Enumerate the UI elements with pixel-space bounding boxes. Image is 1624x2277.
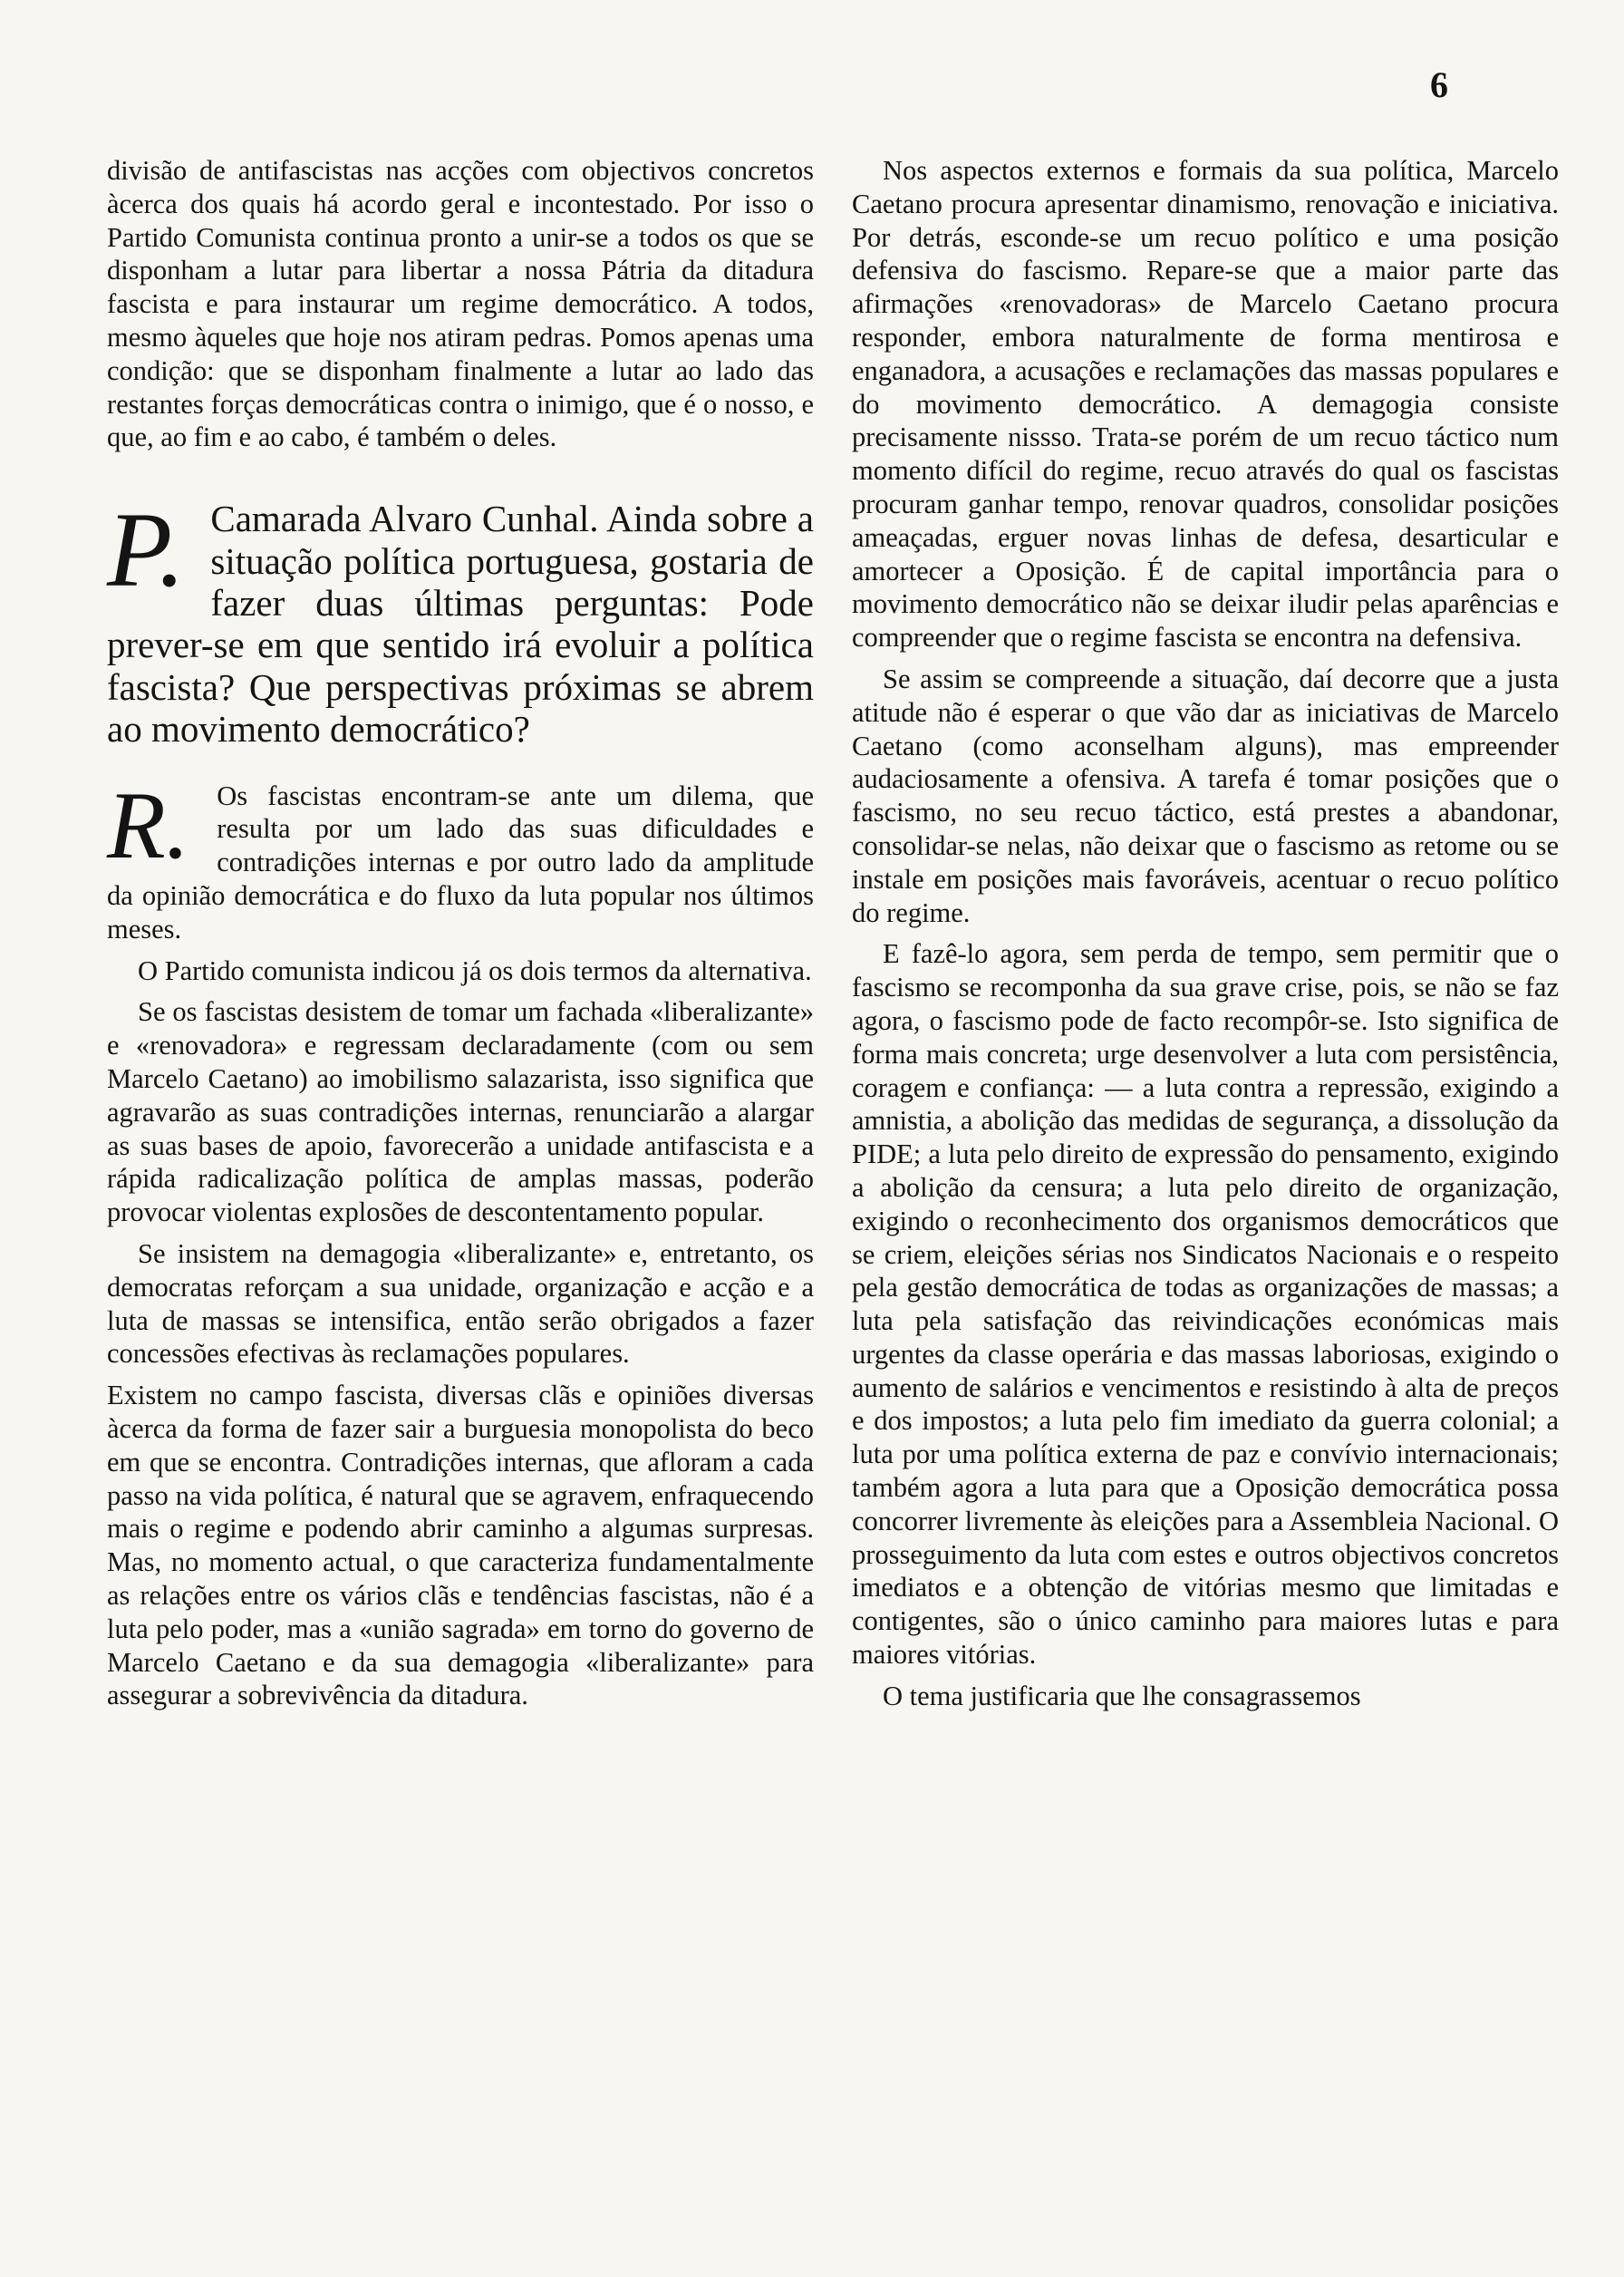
page-number: 6 [1430,64,1448,105]
left-column [107,154,814,1720]
interview-question: Camarada Alvaro Cunhal. Ainda sobre a situação política portuguesa, gostaria de fazer duas últimas perguntas: Pode prever-se em que sentido irá evoluir a política fascista? Que perspectivas próximas se abrem ao movimento democrático? [107,498,814,751]
paragraph: divisão de antifascistas nas acções com objectivos concretos àcerca dos quais há acordo geral e incontestado. Por isso o Partido Comunista continua pronto a unir-se a todos os que se disponham a lutar para libertar a nossa Pátria da ditadura fascista e para instaurar um regime democrático. A todos, mesmo àqueles que hoje nos atiram pedras. Pomos apenas uma condição: que se disponham finalmente a lutar ao lado das restantes forças democráticas contra o inimigo, que é o nosso, e que, ao fim e ao cabo, é também o deles. [107,155,814,453]
paragraph: Se assim se compreende a situação, daí decorre que a justa atitude não é esperar o que vão dar as iniciativas de Marcelo Caetano (como aconselham alguns), mas empreender audaciosamente a ofensiva. A tarefa é tomar posições que o fascismo, no seu recuo táctico, está prestes a abandonar, consolidar-se nelas, não deixar que o fascismo as retome ou se instale em posições mais favoráveis, acentuar o recuo político do regime. [852,663,1559,928]
paragraph: Nos aspectos externos e formais da sua política, Marcelo Caetano procura apresentar dinamismo, renovação e iniciativa. Por detrás, esconde-se um recuo político e uma posição defensiva do fascismo. Repare-se que a maior parte das afirmações «renovadoras» de Marcelo Caetano procura responder, embora naturalmente de forma mentirosa e enganadora, a acusações e reclamações das massas populares e do movimento democrático. A demagogia consiste precisamente nissso. Trata-se porém de um recuo táctico num momento difícil do regime, recuo através do qual os fascistas procuram ganhar tempo, renovar quadros, consolidar posições ameaçadas, erguer novas linhas de defesa, desarticular e amortecer a Oposição. É de capital importância para o movimento democrático não se deixar iludir pelas aparências e compreender que o regime fascista se encontra na defensiva. [852,155,1559,654]
paragraph: O tema justificaria que lhe consagrassemos [883,1680,1361,1711]
paragraph: Os fascistas encontram-se ante um dilema, que resulta por um lado das suas dificuldades e contradições internas e por outro lado da amplitude da opinião democrática e do fluxo da luta popular nos últimos meses. [107,780,814,945]
question-drop-letter: P. [107,490,186,610]
paragraph: Se os fascistas desistem de tomar um fachada «liberalizante» e «renovadora» e regressam declaradamente (com ou sem Marcelo Caetano) ao imobilismo salazarista, isso significa que agravarão as suas contradições internas, renunciarão a alargar as suas bases de apoio, favorecerão a unidade antifascista e a rápida radicalização política de amplas massas, poderão provocar violentas explosões de descontentamento popular. [107,996,814,1228]
question-block [107,490,814,751]
right-column [852,154,1559,1721]
answer-block [107,771,814,946]
paragraph: Existem no campo fascista, diversas clãs e opiniões diversas àcerca da forma de fazer sair a burguesia monopolista do beco em que se encontra. Contradições internas, que afloram a cada passo na vida política, é natural que se agravem, enfraquecendo mais o regime e podendo abrir caminho a algumas surpresas. Mas, no momento actual, o que caracteriza fundamentalmente as relações entre os vários clãs e tendências fascistas, não é a luta pelo poder, mas a «união sagrada» em torno do governo de Marcelo Caetano e da sua demagogia «liberalizante» para assegurar a sobrevivência da ditadura. [107,1380,814,1711]
paragraph: O Partido comunista indicou já os dois termos da alternativa. [138,954,812,986]
paragraph: E fazê-lo agora, sem perda de tempo, sem permitir que o fascismo se recomponha da sua grave crise, pois, se não se faz agora, o fascismo pode de facto recompôr-se. Isto significa de forma mais concreta; urge desenvolver a luta com persistência, coragem e confiança: — a luta contra a repressão, exigindo a amnistia, a abolição das medidas de segurança, a dissolução da PIDE; a luta pelo direito de expressão do pensamento, exigindo a abolição da censura; a luta pelo direito de organização, exigindo o reconhecimento dos organismos democráticos que se criem, eleições sérias nos Sindicatos Nacionais e o respeito pela gestão democrática de todas as organizações de massas; a luta pela satisfação das reivindicações económicas mais urgentes da classe operária e das massas laboriosas, exigindo o aumento de salários e vencimentos e resistindo à alta de preços e dos impostos; a luta pelo fim imediato da guerra colonial; a luta por uma política externa de paz e convívio internacionais; também agora a luta para que a Oposição democrática possa concorrer livremente às eleições para a Assembleia Nacional. O prosseguimento da luta com estes e outros objectivos concretos imediatos e a obtenção de vitórias mesmo que limitadas e contigentes, são o único caminho para maiores lutas e para maiores vitórias. [852,938,1559,1671]
answer-drop-letter: R. [107,771,190,878]
paragraph: Se insistem na demagogia «liberalizante» e, entretanto, os democratas reforçam a sua unidade, organização e acção e a luta de massas se intensifica, então serão obrigados a fazer concessões efectivas às reclamações populares. [107,1237,814,1370]
